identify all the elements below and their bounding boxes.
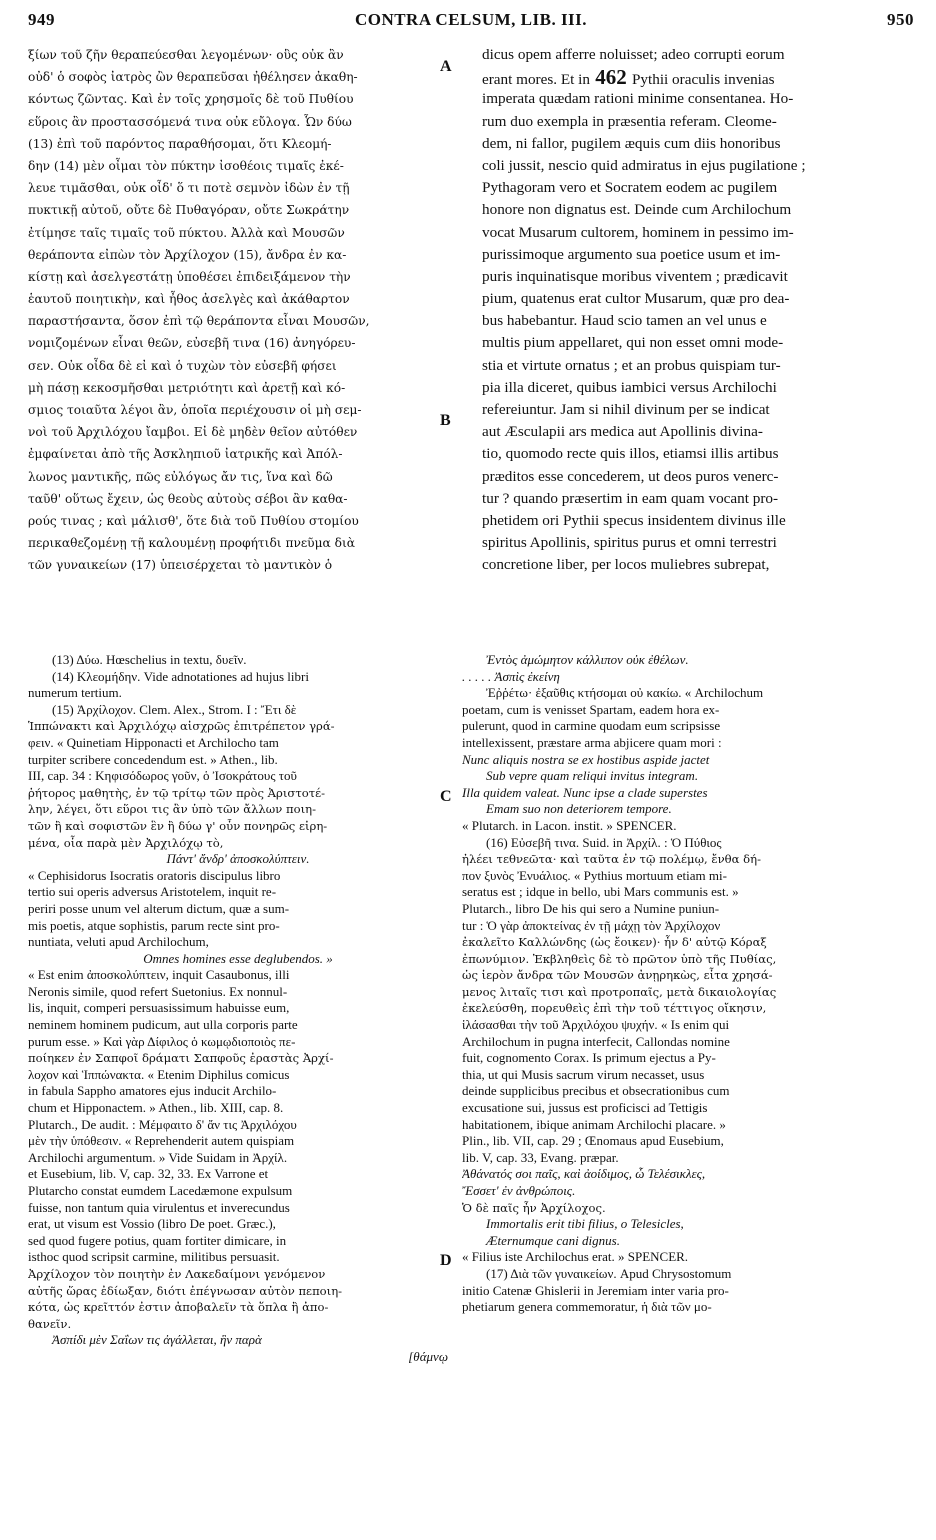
footnotes-left-column: [28, 652, 448, 1532]
greek-line: τῶν γυναικείων (17) ὑπεισέρχεται τὸ μαντικὸν ὁ: [28, 558, 333, 573]
footnote-line: Nunc aliquis nostra se ex hostibus aspide jactet: [462, 751, 710, 767]
footnote-line: λοχον καὶ Ἱππώνακτα. « Etenim Diphilus comicus: [28, 1066, 290, 1082]
footnote-line: Sub vepre quam reliqui invitus integram.: [486, 768, 699, 784]
footnote-line: ἠλέει τεθνεῶτα· καὶ ταῦτα ἐν τῷ πολέμῳ, ἔνθα δή-: [462, 852, 762, 867]
latin-line-part: erant mores. Et in: [482, 71, 590, 89]
margin-letter-d: D: [440, 1252, 452, 1269]
running-title: CONTRA CELSUM, LIB. III.: [354, 10, 588, 29]
footnote-line: Ἱππώνακτι καὶ Ἀρχιλόχῳ αἰσχρῶς ἐπιτρέπετον γρά-: [28, 719, 335, 734]
latin-line: phetidem ori Pythii specus insidentem divinus ille: [482, 511, 786, 529]
greek-line: πυκτικῇ αὐτοῦ, οὔτε δὲ Πυθαγόραν, οὔτε Σωκράτην: [28, 203, 350, 218]
footnote-line: III, cap. 34 : Κηφισόδωρος γοῦν, ὁ Ἰσοκράτους τοῦ: [28, 768, 297, 784]
footnote-line: Ἔσσετ' ἐν ἀνθρώποις.: [462, 1183, 576, 1198]
footnote-line: (15) Ἀρχίλοχον. Clem. Alex., Strom. I : Ἔτι δὲ: [52, 701, 297, 717]
greek-line: λωνος μαντικῆς, πῶς εὐλόγως ἄν τις, ἵνα καὶ δῶ: [28, 469, 333, 484]
footnote-line: μὲν τὴν ὑπόθεσιν. « Reprehenderit autem quispiam: [28, 1133, 295, 1149]
left-page-number: 949: [28, 10, 55, 29]
right-page-number: 950: [887, 10, 914, 29]
footnote-line: sed quod fugere potius, quam fortiter dimicare, in: [28, 1232, 287, 1248]
latin-line-part: Pythii oraculis invenias: [631, 71, 775, 89]
footnote-line: phetiarum genera commemoratur, ἡ διὰ τῶν μο-: [462, 1299, 712, 1315]
greek-line: μὴ πάσῃ κεκοσμῆσθαι μετριότητι καὶ ἀρετῇ καὶ κό-: [28, 380, 346, 395]
footnote-line: θανεῖν.: [28, 1316, 72, 1331]
latin-line: honore non dignatus est. Deinde cum Archilochum: [482, 201, 792, 219]
footnote-line: (14) Κλεομήδην. Vide adnotationes ad hujus libri: [52, 668, 309, 684]
footnote-line: πον ξυνὸς Ἐνυάλιος. « Pythius mortuum etiam mi-: [462, 867, 727, 883]
greek-line: περικαθεζομένῃ τῇ καλουμένῃ προφήτιδι πνεῦμα διὰ: [28, 536, 355, 551]
footnote-line: isthoc quod scripsit carmine, militibus persuasit.: [28, 1249, 280, 1265]
footnote-line: poetam, cum is venisset Spartam, eadem hora ex-: [462, 701, 720, 717]
greek-line: ρούς τινας ; καὶ μάλισθ', ὅτε διὰ τοῦ Πυθίου στομίου: [28, 513, 359, 528]
footnote-line: fuisse, non tantum quia virulentus et inverecundus: [28, 1199, 290, 1215]
footnote-line: pulerunt, quod in carmine quodam eum scripsisse: [462, 718, 721, 734]
footnote-line: habitationem, ibique animam Archilochi placare. »: [462, 1116, 726, 1132]
page-marker-number: 462: [589, 66, 632, 89]
footnote-line: ἐκελεύσθη, πορευθεὶς ἐπὶ τὴν τοῦ τέττιγος οἴκησιν,: [462, 1001, 767, 1016]
greek-line: ταῦθ' οὕτως ἔχειν, ὡς θεοὺς αὐτοὺς σέβοι ἂν καθα-: [28, 491, 348, 506]
footnote-line: chum et Hipponactem. » Athen., lib. XIII, cap. 8.: [28, 1100, 284, 1116]
footnote-line: τῶν ἢ καὶ σοφιστῶν ἓν ἢ δύω γ' οὖν πονηρῶς εἰρη-: [28, 818, 328, 833]
margin-letter-a: A: [440, 58, 452, 75]
footnote-line: lis, inquit, comperi persuasissimum habuisse eum,: [28, 1000, 290, 1016]
footnote-line: ἐκαλεῖτο Καλλώνδης (ὡς ἔοικεν)· ἦν δ' αὐτῷ Κόραξ: [462, 935, 767, 950]
greek-line: παραστήσαντα, ὅσον ἐπὶ τῷ θεράποντα εἶναι Μουσῶν,: [28, 314, 370, 329]
footnote-line: ποίηκεν ἐν Σαπφοῖ δράματι Σαπφοῦς ἐραστὰς Ἀρχί-: [28, 1051, 334, 1066]
latin-line: multis pium appellaret, qui non esset omni mode-: [482, 334, 784, 352]
latin-line: coli jussit, nescio quid admiratus in ejus pugilatione ;: [482, 156, 806, 174]
footnote-line: Ἀσπίδι μὲν Σαΐων τις ἀγάλλεται, ἣν παρὰ: [52, 1332, 262, 1348]
latin-line: tio, quomodo recte quis illos, etiamsi illis artibus: [482, 445, 779, 463]
latin-line: bus habebantur. Haud scio tamen an vel unus e: [482, 312, 767, 330]
greek-line: δην (14) μὲν οἶμαι τὸν πύκτην ἰσοθέοις τιμαῖς ἐκέ-: [28, 158, 344, 173]
running-header: [28, 10, 914, 34]
latin-line: stia et virtute ornatus ; et an probus quispiam tur-: [482, 356, 781, 374]
footnote-line: « Est enim ἀποσκολύπτειν, inquit Casaubonus, illi: [28, 967, 290, 983]
greek-line: κίστῃ καὶ ἀσελγεστάτῃ ὑποθέσει ἐπιδειξάμενον τὴν: [28, 269, 351, 284]
latin-line: præditos esse concederem, ut deos puros venerc-: [482, 467, 779, 485]
latin-line: pia illa diceret, quibus iambici versus Archilochi: [482, 378, 777, 396]
footnote-line: Ἀθάνατός σοι παῖς, καὶ ἀοίδιμος, ὦ Τελέσικλες,: [462, 1166, 706, 1182]
greek-text-column: [28, 44, 448, 644]
greek-line: νομιζομένων εἶναι θεῶν, εὐσεβῆ τινα (16) ἀνηγόρευ-: [28, 336, 356, 351]
footnote-line: et Eusebium, lib. V, cap. 32, 33. Ex Varrone et: [28, 1166, 269, 1182]
footnote-line: Ἐντὸς ἀμώμητον κάλλιπον οὐκ ἐθέλων.: [486, 652, 689, 667]
footnote-line: ῥήτορος μαθητὴς, ἐν τῷ τρίτῳ τῶν πρὸς Ἀριστοτέ-: [28, 785, 326, 800]
greek-line: (13) ἐπὶ τοῦ παρόντος παραθήσομαι, ὅτι Κλεομή-: [28, 136, 332, 151]
footnote-line: Emam suo non deteriorem tempore.: [486, 801, 672, 817]
footnote-line: purum esse. » Καὶ γὰρ Δίφιλος ὁ κωμῳδιοποιὸς πε-: [28, 1033, 296, 1049]
footnote-line: turpiter scribere concedendum est. » Athen., lib.: [28, 751, 278, 767]
greek-line: εὕροις ἂν προστασσόμενά τινα οὐκ εὔλογα. Ὧν δύω: [28, 114, 352, 129]
latin-line: spiritus Apollinis, spiritus purus et omni terrestri: [482, 534, 777, 552]
margin-letter-c: C: [440, 788, 452, 805]
latin-line: dem, ni fallor, pugilem æquis cum diis honoribus: [482, 134, 781, 152]
footnote-line: Ἐῤῥέτω· ἐξαῦθις κτήσομαι οὐ κακίω. « Archilochum: [486, 685, 764, 701]
greek-line: κόντως ζῶντας. Καὶ ἐν τοῖς χρησμοῖς δὲ τοῦ Πυθίου: [28, 92, 354, 107]
latin-line: tur ? quando præsertim in eam quam vocant pro-: [482, 489, 779, 507]
footnote-line: intellexissent, præstare arma abjicere quam mori :: [462, 734, 722, 750]
latin-line: imperata quædam rationi minime consentanea. Ho-: [482, 90, 794, 108]
footnote-line: Omnes homines esse deglubendos. »: [143, 950, 333, 966]
greek-line: σμιος τοιαῦτα λέγοι ἂν, ὁποῖα περιέχουσιν οἱ μὴ σεμ-: [28, 403, 362, 417]
footnote-line: lib. V, cap. 33, Evang. præpar.: [462, 1149, 619, 1165]
footnotes-right-column: [462, 652, 910, 1532]
footnote-line: Immortalis erit tibi filius, o Telesicles,: [486, 1216, 684, 1232]
footnote-line: tur : Ὁ γὰρ ἀποκτείνας ἐν τῇ μάχῃ τὸν Ἀρχίλοχον: [462, 917, 721, 933]
latin-text-column: [482, 44, 910, 644]
footnote-line: numerum tertium.: [28, 685, 122, 701]
footnote-line: Ὁ δὲ παῖς ἦν Ἀρχίλοχος.: [462, 1200, 606, 1215]
footnote-line: fuit, cognomento Corax. Is primum ejectus a Py-: [462, 1050, 716, 1066]
latin-line: Pythagoram vero et Socratem eodem ac pugilem: [482, 179, 778, 197]
footnote-line: λην, λέγει, ὅτι εὕροι τις ἂν ὑπὸ τῶν ἄλλων ποιη-: [28, 802, 316, 817]
footnote-line: αὐτῆς ὥρας ἐδίωξαν, διότι ἐπέγνωσαν αὐτὸν πεποιη-: [28, 1283, 343, 1298]
greek-line: ἑαυτοῦ ποιητικὴν, καὶ ἦθος ἀσελγὲς καὶ ἀκάθαρτον: [28, 292, 350, 307]
greek-line: οὐδ' ὁ σοφὸς ἰατρὸς ὢν θεραπεῦσαι ἠθέλησεν ἀκαθη-: [28, 70, 358, 85]
footnote-line: in fabula Sappho amatores ejus inducit Archilo-: [28, 1083, 277, 1099]
footnote-line: Πάντ' ἄνδρ' ἀποσκολύπτειν.: [166, 851, 310, 867]
footnote-line: Illa quidem valeat. Nunc ipse a clade superstes: [462, 784, 708, 800]
footnote-line: Plin., lib. VII, cap. 29 ; Œnomaus apud Eusebium,: [462, 1133, 724, 1149]
latin-line: refereiuntur. Jam si nihil divinum per se indicat: [482, 401, 770, 418]
latin-line: puris inquinatisque moribus viventem ; prædicavit: [482, 267, 788, 285]
footnote-line: Plutarch., De audit. : Μέμφαιτο δ' ἄν τις Ἀρχιλόχου: [28, 1116, 297, 1132]
footnote-line: initio Catenæ Ghislerii in Jeremiam inter varia pro-: [462, 1282, 729, 1298]
footnote-line: nuntiata, veluti apud Archilochum,: [28, 934, 209, 950]
latin-line: dicus opem afferre noluisset; adeo corrupti eorum: [482, 46, 785, 63]
latin-line: vocat Musarum cultorem, hominem in pessimo im-: [482, 223, 794, 241]
footnote-line: κότα, ὡς κρεῖττόν ἐστιν ἀποβαλεῖν τὰ ὅπλα ἢ ἀπο-: [28, 1300, 329, 1315]
footnote-line: [θάμνῳ: [408, 1348, 448, 1364]
greek-line: ἐμφαίνεται ἀπὸ τῆς Ἀσκληπιοῦ ἰατρικῆς καὶ Ἀπόλ-: [28, 447, 343, 462]
footnote-line: φειν. « Quinetiam Hipponacti et Archilocho tam: [28, 734, 279, 750]
footnote-line: « Cephisidorus Isocratis oratoris discipulus libro: [28, 867, 281, 883]
footnote-line: (16) Εὐσεβῆ τινα. Suid. in Ἀρχίλ. : Ὁ Πύθιος: [486, 834, 722, 850]
footnote-line: periri posse unum vel alterum dictum, quæ a sum-: [28, 900, 290, 916]
footnote-line: ὡς ἱερὸν ἄνδρα τῶν Μουσῶν ἀνῃρηκὼς, εἶτα χρησά-: [462, 968, 773, 983]
latin-line: concretione liber, per locos muliebres subrepat,: [482, 556, 770, 574]
greek-line: ξίων τοῦ ζῆν θεραπεύεσθαι λεγομένων· οὓς οὐκ ἂν: [28, 48, 344, 62]
footnote-line: Plutarch., libro De his qui sero a Numine puniun-: [462, 900, 720, 916]
footnote-line: tertio sui operis adversus Aristotelem, inquit re-: [28, 884, 277, 900]
footnote-line: Archilochi argumentum. » Vide Suidam in Ἀρχίλ.: [28, 1149, 288, 1165]
footnote-line: . . . . . Ἀσπὶς ἐκείνη: [462, 668, 560, 684]
greek-line: λευε τιμᾶσθαι, οὐκ οἶδ' ὅ τι ποτὲ σεμνὸν ἰδὼν ἐν τῇ: [28, 181, 350, 196]
greek-line: θεράποντα εἰπὼν τὸν Ἀρχίλοχον (15), ἄνδρα ἐν κα-: [28, 247, 347, 262]
footnote-line: « Filius iste Archilochus erat. » SPENCER.: [462, 1249, 689, 1265]
greek-line: ἐτίμησε ταῖς τιμαῖς τοῦ πύκτου. Ἀλλὰ καὶ Μουσῶν: [28, 225, 345, 240]
greek-line: σεν. Οὐκ οἶδα δὲ εἰ καὶ ὁ τυχὼν τὸν εὐσεβῆ φήσει: [28, 358, 337, 373]
margin-letter-b: B: [440, 412, 451, 429]
footnote-line: seratus est ; idque in bello, ubi Mars communis est. »: [462, 884, 739, 900]
footnote-line: « Plutarch. in Lacon. instit. » SPENCER.: [462, 817, 677, 833]
footnote-line: Neronis simile, quod refert Suetonius. Ex nonnul-: [28, 983, 288, 999]
greek-line: νοὶ τοῦ Ἀρχιλόχου ἴαμβοι. Εἰ δὲ μηδὲν θεῖον αὐτόθεν: [28, 425, 358, 440]
footnote-line: μενος λιταῖς τισι καὶ προτροπαῖς, μετὰ δικαιολογίας: [462, 984, 777, 999]
footnote-line: deinde supplicibus precibus et obsecrationibus cum: [462, 1083, 730, 1099]
footnote-line: erat, ut visum est Vossio (libro De poet. Græc.),: [28, 1216, 276, 1232]
latin-line: purissimoque argumento sua poetice usum et im-: [482, 245, 781, 263]
latin-line: aut Æsculapii ars medica aut Apollinis divina-: [482, 423, 763, 441]
footnote-line: (17) Διὰ τῶν γυναικείων. Apud Chrysostomum: [486, 1265, 732, 1281]
footnote-line: Plutarcho constat eumdem Lacedæmone expulsum: [28, 1183, 293, 1198]
footnote-line: Æternumque cani dignus.: [486, 1232, 620, 1248]
footnote-line: (13) Δύω. Hœschelius in textu, δυεῖν.: [52, 652, 247, 667]
footnote-line: neminem hominem pudicum, aut ulla corporis parte: [28, 1017, 298, 1033]
latin-line: [482, 66, 910, 88]
latin-line: rum duo exempla in præsentia referam. Cleome-: [482, 112, 777, 130]
footnote-line: ἐπωνύμιον. Ἐκβληθεὶς δὲ τὸ πρῶτον ὑπὸ τῆς Πυθίας,: [462, 951, 777, 966]
footnote-line: ἱλάσασθαι τὴν τοῦ Ἀρχιλόχου ψυχήν. « Is enim qui: [462, 1017, 730, 1033]
footnote-line: thia, ut qui Musis sacrum virum necasset, usus: [462, 1066, 705, 1082]
footnote-line: μένα, οἷα παρὰ μὲν Ἀρχιλόχῳ τὸ,: [28, 835, 224, 850]
latin-line: pium, quatenus erat cultor Musarum, quæ pro dea-: [482, 290, 790, 308]
footnote-line: Archilochum in pugna interfecit, Callondas nomine: [462, 1033, 730, 1049]
footnote-line: Ἀρχίλοχον τὸν ποιητὴν ἐν Λακεδαίμονι γενόμενον: [28, 1266, 326, 1281]
footnote-line: mis poetis, atque sophistis, parum recte sint pro-: [28, 917, 280, 933]
footnote-line: excusatione sui, jussus est proficisci ad Tettigis: [462, 1100, 708, 1116]
